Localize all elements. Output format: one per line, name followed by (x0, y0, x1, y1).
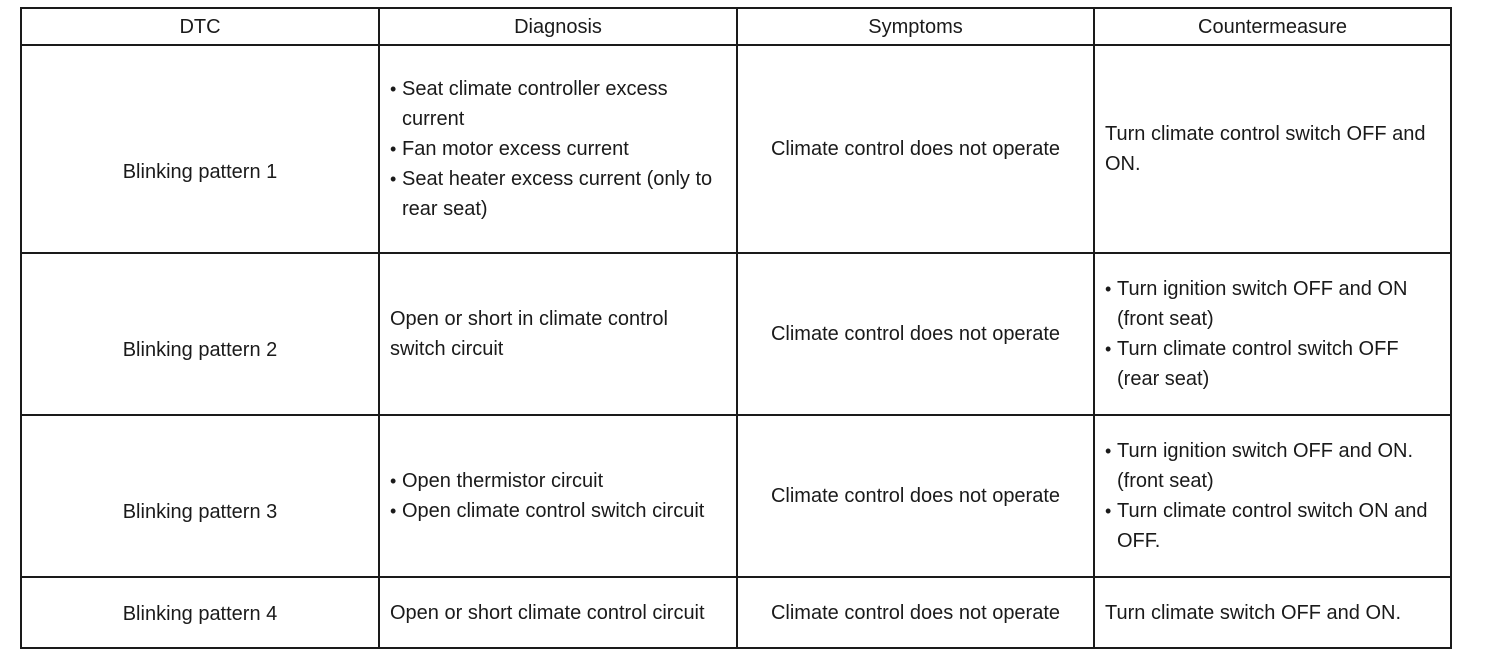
diagnosis-item: • Seat heater excess current (only to rear seat) (390, 164, 726, 224)
header-row (21, 8, 1451, 45)
dtc-cell: Blinking pattern 1 (21, 45, 379, 253)
countermeasure-item: • Turn climate control switch OFF (rear seat) (1105, 334, 1440, 394)
countermeasure-item: • Turn ignition switch OFF and ON (front seat) (1105, 274, 1440, 334)
symptoms-cell: Climate control does not operate (737, 253, 1094, 415)
countermeasure-cell (1094, 253, 1451, 415)
countermeasure-list (1105, 436, 1440, 556)
diagnosis-cell (379, 415, 737, 577)
diagnosis-cell (379, 45, 737, 253)
header-diagnosis: Diagnosis (379, 8, 737, 45)
header-symptoms: Symptoms (737, 8, 1094, 45)
table-row (21, 415, 1451, 577)
countermeasure-list (1105, 274, 1440, 394)
diagnosis-list (390, 466, 726, 526)
symptoms-cell: Climate control does not operate (737, 45, 1094, 253)
symptoms-cell: Climate control does not operate (737, 415, 1094, 577)
countermeasure-cell: Turn climate switch OFF and ON. (1094, 577, 1451, 648)
diagnosis-cell: Open or short in climate control switch circuit (379, 253, 737, 415)
countermeasure-item: • Turn climate control switch ON and OFF. (1105, 496, 1440, 556)
header-countermeasure: Countermeasure (1094, 8, 1451, 45)
table-row (21, 45, 1451, 253)
diagnosis-item: • Open thermistor circuit (390, 466, 726, 496)
countermeasure-cell: Turn climate control switch OFF and ON. (1094, 45, 1451, 253)
header-dtc: DTC (21, 8, 379, 45)
countermeasure-cell (1094, 415, 1451, 577)
dtc-table (20, 7, 1452, 649)
dtc-cell: Blinking pattern 3 (21, 415, 379, 577)
diagnosis-cell: Open or short climate control circuit (379, 577, 737, 648)
diagnosis-list (390, 74, 726, 224)
diagnosis-item: • Open climate control switch circuit (390, 496, 726, 526)
diagnosis-item: • Seat climate controller excess current (390, 74, 726, 134)
dtc-cell: Blinking pattern 4 (21, 577, 379, 648)
dtc-cell: Blinking pattern 2 (21, 253, 379, 415)
table-row (21, 253, 1451, 415)
table-row (21, 577, 1451, 648)
diagnosis-item: • Fan motor excess current (390, 134, 726, 164)
symptoms-cell: Climate control does not operate (737, 577, 1094, 648)
countermeasure-item: • Turn ignition switch OFF and ON. (front seat) (1105, 436, 1440, 496)
